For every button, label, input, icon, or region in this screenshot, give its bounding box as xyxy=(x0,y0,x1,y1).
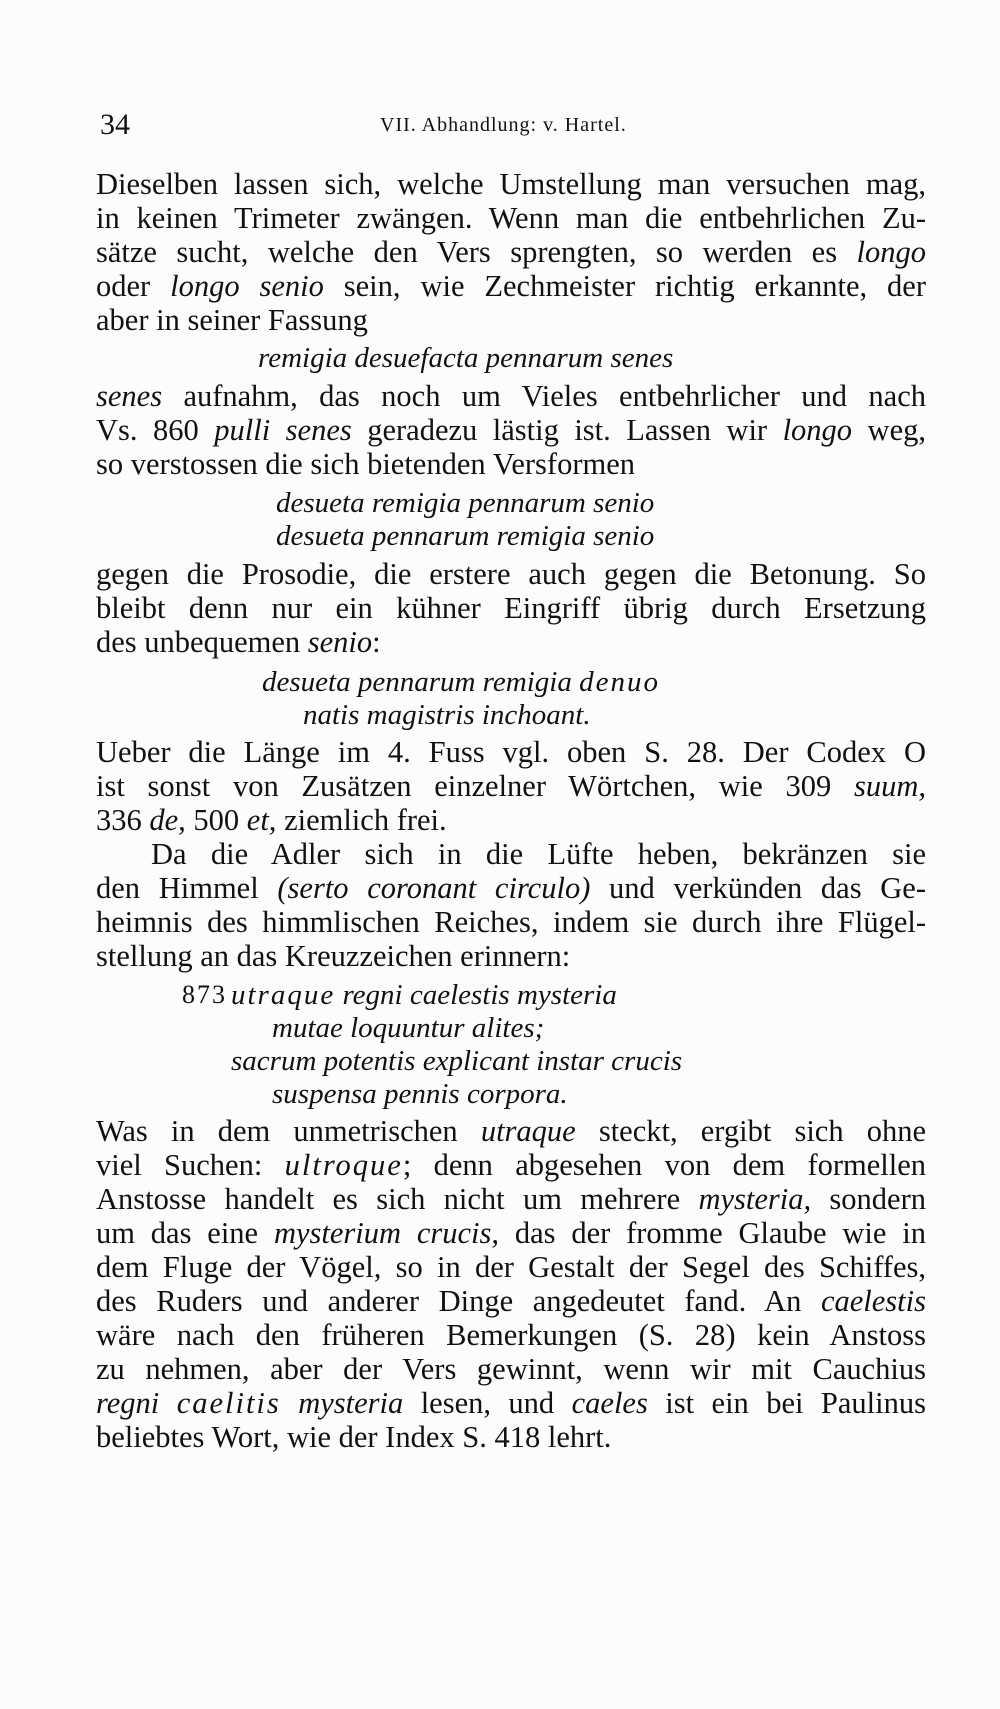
text-run: ziemlich frei. xyxy=(276,803,447,837)
text-line xyxy=(96,870,926,906)
text-line xyxy=(96,268,926,304)
text-run: stellung an das Kreuzzeichen erinnern: xyxy=(96,939,571,973)
italic-run: et, xyxy=(246,803,277,837)
italic-run: longo xyxy=(782,413,853,447)
text-run: geradezu lästig ist. Lassen wir xyxy=(351,413,783,447)
text-run: so verstossen die sich bietenden Versformen xyxy=(96,447,635,481)
verse-line: utraque regni caelestis mysteria xyxy=(231,979,617,1011)
page-header xyxy=(100,108,926,148)
text-line xyxy=(96,734,926,770)
verse-line: natis magistris inchoant. xyxy=(303,699,591,731)
text-run: sein, wie Zechmeister richtig erkannte, der xyxy=(323,269,926,303)
text-line xyxy=(96,1113,926,1149)
text-run: Dieselben lassen sich, welche Umstellung man versuchen mag, xyxy=(96,167,926,201)
verse-number: 873 xyxy=(182,980,227,1009)
text-line xyxy=(96,1317,926,1353)
italic-run: senio xyxy=(307,625,373,659)
text-line xyxy=(96,1215,926,1251)
text-line xyxy=(96,412,926,448)
italic-run: mysteria xyxy=(280,1386,404,1420)
verse-line: desueta pennarum remigia denuo xyxy=(262,666,660,698)
running-title: VII. Abhandlung: v. Hartel. xyxy=(380,114,627,136)
text-line xyxy=(96,234,926,270)
text-run: sondern xyxy=(811,1182,926,1216)
italic-run: de, xyxy=(149,803,186,837)
text-run: ist sonst von Zusätzen einzelner Wörtchen, wie 309 xyxy=(96,769,854,803)
italic-run: utraque xyxy=(480,1114,576,1148)
text-run: gegen die Prosodie, die erstere auch gegen die Betonung. So xyxy=(96,557,926,591)
italic-run: regni xyxy=(96,1386,177,1420)
text-line xyxy=(96,768,926,804)
text-run: ist ein bei Paulinus xyxy=(647,1386,926,1420)
italic-run: (serto coronant circulo) xyxy=(277,871,591,905)
text-line xyxy=(96,1419,926,1455)
text-line xyxy=(96,802,926,838)
text-run: : xyxy=(372,625,381,659)
italic-run: senes xyxy=(96,379,163,413)
text-run: sätze sucht, welche den Vers sprengten, so werden es xyxy=(96,235,857,269)
text-line xyxy=(96,904,926,940)
text-run: und verkünden das Ge- xyxy=(590,871,926,905)
text-line xyxy=(96,1283,926,1319)
italic-run: longo senio xyxy=(170,269,324,303)
verse-line: suspensa pennis corpora. xyxy=(272,1078,568,1110)
text-run: beliebtes Wort, wie der Index S. 418 lehrt. xyxy=(96,1420,612,1454)
text-run: des Ruders und anderer Dinge angedeutet fand. An xyxy=(96,1284,821,1318)
italic-run: mysterium crucis, xyxy=(273,1216,499,1250)
text-line xyxy=(96,556,926,592)
text-line xyxy=(96,446,926,482)
text-run: das der fromme Glaube wie in xyxy=(499,1216,926,1250)
text-run: in keinen Trimeter zwängen. Wenn man die entbehrlichen Zu- xyxy=(96,201,926,235)
text-run: wäre nach den früheren Bemerkungen (S. 28) kein Anstoss xyxy=(96,1318,926,1352)
text-run: Anstosse handelt es sich nicht um mehrere xyxy=(96,1182,699,1216)
verse-line: mutae loquuntur alites; xyxy=(272,1012,545,1044)
text-line xyxy=(151,836,926,872)
text-run: den Himmel xyxy=(96,871,278,905)
verse-line: desueta remigia pennarum senio xyxy=(276,487,655,519)
text-run: viel Suchen: xyxy=(96,1148,285,1182)
text-line xyxy=(96,938,926,974)
italic-run: suum, xyxy=(853,769,926,803)
text-line xyxy=(96,200,926,236)
text-run: bleibt denn nur ein kühner Eingriff übrig durch Ersetzung xyxy=(96,591,926,625)
text-run: weg, xyxy=(852,413,926,447)
italic-run: caelestis xyxy=(820,1284,926,1318)
spaced-run: caelitis xyxy=(176,1386,281,1420)
text-run: des unbequemen xyxy=(96,625,308,659)
text-line xyxy=(96,378,926,414)
text-run: heimnis des himmlischen Reiches, indem sie durch ihre Flügel- xyxy=(96,905,926,939)
text-run: dem Fluge der Vögel, so in der Gestalt der Segel des Schiffes, xyxy=(96,1250,926,1284)
text-line xyxy=(96,1181,926,1217)
text-run: oder xyxy=(96,269,171,303)
italic-run: longo xyxy=(856,235,926,269)
text-run: lesen, und xyxy=(403,1386,572,1420)
italic-run: mysteria, xyxy=(698,1182,812,1216)
text-line xyxy=(96,1249,926,1285)
text-run: Vs. 860 xyxy=(96,413,215,447)
page-number: 34 xyxy=(100,108,130,141)
text-run: steckt, ergibt sich ohne xyxy=(575,1114,926,1148)
text-line xyxy=(96,624,926,660)
verse-line: remigia desuefacta pennarum senes xyxy=(258,342,674,374)
text-line xyxy=(96,166,926,202)
text-line xyxy=(96,1351,926,1387)
text-line xyxy=(96,590,926,626)
verse-line: desueta pennarum remigia senio xyxy=(276,520,655,552)
text-line xyxy=(96,302,926,338)
text-run: Was in dem unmetrischen xyxy=(96,1114,481,1148)
italic-run: caeles xyxy=(571,1386,648,1420)
text-run: 500 xyxy=(185,803,247,837)
text-run: aufnahm, das noch um Vieles entbehrlicher und nach xyxy=(162,379,926,413)
text-run: aber in seiner Fassung xyxy=(96,303,368,337)
text-run: ; denn abgesehen von dem formellen xyxy=(402,1148,927,1182)
spaced-run: ultroque xyxy=(284,1148,403,1182)
text-run: Da die Adler sich in die Lüfte heben, bekränzen sie xyxy=(151,837,926,871)
text-run: Ueber die Länge im 4. Fuss vgl. oben S. 28. Der Codex O xyxy=(96,735,926,769)
text-run: zu nehmen, aber der Vers gewinnt, wenn wir mit Cauchius xyxy=(96,1352,926,1386)
text-line xyxy=(96,1147,926,1183)
text-line xyxy=(96,1385,926,1421)
text-run: 336 xyxy=(96,803,150,837)
verse-line: sacrum potentis explicant instar crucis xyxy=(231,1045,683,1077)
italic-run: pulli senes xyxy=(214,413,352,447)
text-run: um das eine xyxy=(96,1216,274,1250)
